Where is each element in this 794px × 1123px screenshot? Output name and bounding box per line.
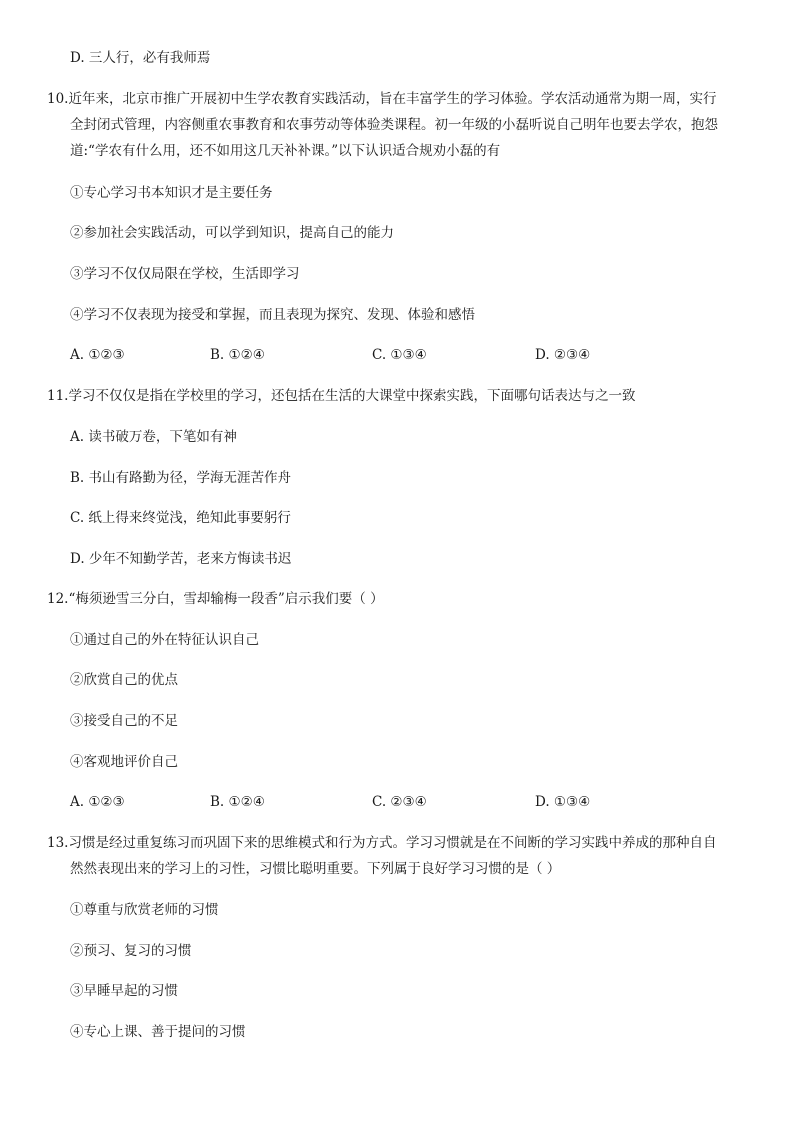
q10-stem-line-3: 道:“学农有什么用，还不如用这几天补补课。”以下认识适合规劝小磊的有 bbox=[70, 143, 501, 159]
q10-item-2: ②参加社会实践活动，可以学到知识，提高自己的能力 bbox=[70, 225, 394, 241]
q10-item-4: ④学习不仅表现为接受和掌握，而且表现为探究、发现、体验和感悟 bbox=[70, 307, 475, 323]
q10-item-1: ①专心学习书本知识才是主要任务 bbox=[70, 185, 273, 201]
q11-option-d: D. 少年不知勤学苦，老来方悔读书迟 bbox=[70, 551, 292, 567]
q11-option-c: C. 纸上得来终觉浅，绝知此事要躬行 bbox=[70, 510, 291, 526]
q10-choice-b: B. ①②④ bbox=[210, 347, 265, 363]
q13-item-4: ④专心上课、善于提问的习惯 bbox=[70, 1024, 246, 1040]
q12-choice-a: A. ①②③ bbox=[70, 794, 125, 810]
q10-item-3: ③学习不仅仅局限在学校，生活即学习 bbox=[70, 266, 300, 282]
q13-item-2: ②预习、复习的习惯 bbox=[70, 943, 192, 959]
q12-choice-c: C. ②③④ bbox=[372, 794, 427, 810]
q13-item-1: ①尊重与欣赏老师的习惯 bbox=[70, 902, 219, 918]
q12-choice-b: B. ①②④ bbox=[210, 794, 265, 810]
q13-stem-line-2: 然然表现出来的学习上的习性，习惯比聪明重要。下列属于良好学习习惯的是（ ） bbox=[70, 861, 561, 877]
q11-option-b: B. 书山有路勤为径，学海无涯苦作舟 bbox=[70, 470, 292, 486]
q11-stem: 11.学习不仅仅是指在学校里的学习，还包括在生活的大课堂中探索实践，下面哪句话表达与之一致 bbox=[47, 388, 636, 404]
q12-item-4: ④客观地评价自己 bbox=[70, 754, 178, 770]
q13-stem-line-1: 13.习惯是经过重复练习而巩固下来的思维模式和行为方式。学习习惯就是在不间断的学习实践中养成的那种自自 bbox=[47, 835, 717, 851]
q9-option-d: D. 三人行，必有我师焉 bbox=[70, 50, 211, 66]
q10-choice-c: C. ①③④ bbox=[372, 347, 427, 363]
q12-choice-d: D. ①③④ bbox=[535, 794, 591, 810]
q13-item-3: ③早睡早起的习惯 bbox=[70, 983, 178, 999]
q10-choice-d: D. ②③④ bbox=[535, 347, 591, 363]
q10-stem-line-1: 10.近年来，北京市推广开展初中生学农教育实践活动，旨在丰富学生的学习体验。学农活动通常为期一周，实行 bbox=[47, 91, 717, 107]
q11-option-a: A. 读书破万卷，下笔如有神 bbox=[70, 429, 237, 445]
q12-item-1: ①通过自己的外在特征认识自己 bbox=[70, 632, 259, 648]
q10-choice-a: A. ①②③ bbox=[70, 347, 125, 363]
q12-item-3: ③接受自己的不足 bbox=[70, 713, 178, 729]
q12-stem: 12.“梅须逊雪三分白，雪却输梅一段香”启示我们要（ ） bbox=[47, 591, 384, 607]
q10-stem-line-2: 全封闭式管理，内容侧重农事教育和农事劳动等体验类课程。初一年级的小磊听说自己明年也要去学农，抱怨 bbox=[70, 117, 718, 133]
q12-item-2: ②欣赏自己的优点 bbox=[70, 672, 178, 688]
